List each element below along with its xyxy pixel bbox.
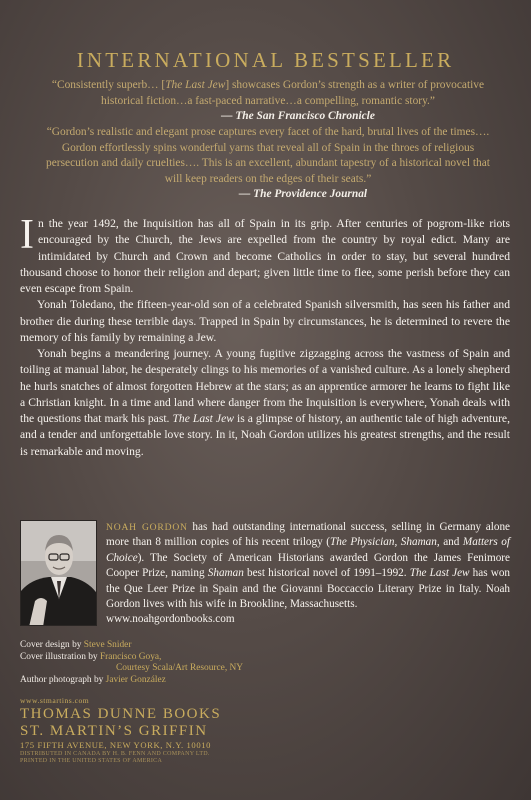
blurb-text: ] showcases Gordon’s strength as a writer of provocative historical fiction…a fast-paced narrative…a compelling, romantic story.” xyxy=(101,79,485,107)
blurb-text: “Consistently superb… [ xyxy=(51,79,166,91)
publisher-name: ST. MARTIN’S GRIFFIN xyxy=(20,723,208,739)
blurb-text: “Gordon’s realistic and elegant prose captures every facet of the hard, brutal lives of the times…. Gordon effortlessly spins wonderful yarns that reveal all of Spain in the throes of religious persecution and daily cruelties…. This is an excellent, abundant tapestry of a historical novel that will keep readers on the edges of their seats.” xyxy=(46,126,490,185)
synopsis-paragraph: Yonah Toledano, the fifteen-year-old son of a celebrated Spanish silversmith, has seen his father and brother die during these terrible days. Trapped in Spain by circumstances, he is determined to revere the memory of his family by remaining a Jew. xyxy=(20,298,510,344)
imprint-name: THOMAS DUNNE BOOKS xyxy=(20,706,222,722)
publisher-address: 175 FIFTH AVENUE, NEW YORK, N.Y. 10010 xyxy=(20,740,212,750)
review-blurb-2 xyxy=(44,125,492,203)
synopsis xyxy=(20,212,510,460)
book-title: The Last Jew xyxy=(172,412,234,425)
printing-note: PRINTED IN THE UNITED STATES OF AMERICA xyxy=(20,758,163,764)
distribution-note: DISTRIBUTED IN CANADA BY H. B. FENN AND COMPANY LTD. xyxy=(20,751,210,757)
credit-design: Cover design by Steve Snider xyxy=(20,640,132,650)
drop-cap: I xyxy=(20,212,34,258)
author-portrait-image xyxy=(21,521,97,626)
blurb-attribution: — The Providence Journal xyxy=(238,188,368,201)
author-website[interactable]: www.noahgordonbooks.com xyxy=(106,613,235,626)
review-blurb-1 xyxy=(44,78,492,125)
author-bio: NOAH GORDON has had outstanding international success, selling in Germany alone more than 8 million copies of his recent trilogy (The Physician, Shaman, and Matters of Choice). The Society of American Historians awarded Gordon the James Fenimore Cooper Prize, naming Shaman best historical novel of 1991–1992. The Last Jew has won the Que Leer Prize in Spain and the Giovanni Boccaccio Literary Prize in Italy. Noah Gordon lives with his wife in Brookline, Massachusetts. www.noahgordonbooks.com xyxy=(106,520,510,628)
synopsis-paragraph: Yonah begins a meandering journey. A young fugitive zigzagging across the vastness of Spain and toiling at manual labor, he desperately clings to his memories of a vanished culture. As a lonely shepherd he hurls snatches of almost forgotten Hebrew at the stars; as an apprentice armorer he learns to fight like a Christian knight. In a time and land where danger from the Inquisition is everywhere, Yonah deals with the questions that mark his past. The Last Jew is a glimpse of history, an authentic tale of high adventure, and a tender and unforgettable love story. In it, Noah Gordon utilizes his greatest strengths, and the result is remarkable and moving. xyxy=(20,347,510,458)
credit-illustration: Cover illustration by Francisco Goya, xyxy=(20,651,162,662)
author-name: NOAH GORDON xyxy=(106,522,188,533)
blurb-attribution: — The San Francisco Chronicle xyxy=(221,110,375,123)
credit-illustration-source: Courtesy Scala/Art Resource, NY xyxy=(116,663,244,674)
publisher-website[interactable]: www.stmartins.com xyxy=(20,696,90,705)
author-photo xyxy=(20,520,97,626)
synopsis-paragraph: In the year 1492, the Inquisition has all of Spain in its grip. After centuries of pogrom-like riots encouraged by the Church, the Jews are expelled from the country by royal edict. Many are intimidated by Church and Crown and become Catholics in order to stay, but several hundred thousand choose to honor their religion and depart; given little time to flee, some perish before they can even escape from Spain. xyxy=(20,212,510,295)
cover-credits xyxy=(20,640,420,686)
publisher-block xyxy=(20,696,420,765)
headline: INTERNATIONAL BESTSELLER xyxy=(76,48,455,72)
credit-photo: Author photograph by Javier González xyxy=(20,674,166,685)
blurb-book-title: The Last Jew xyxy=(165,79,226,91)
